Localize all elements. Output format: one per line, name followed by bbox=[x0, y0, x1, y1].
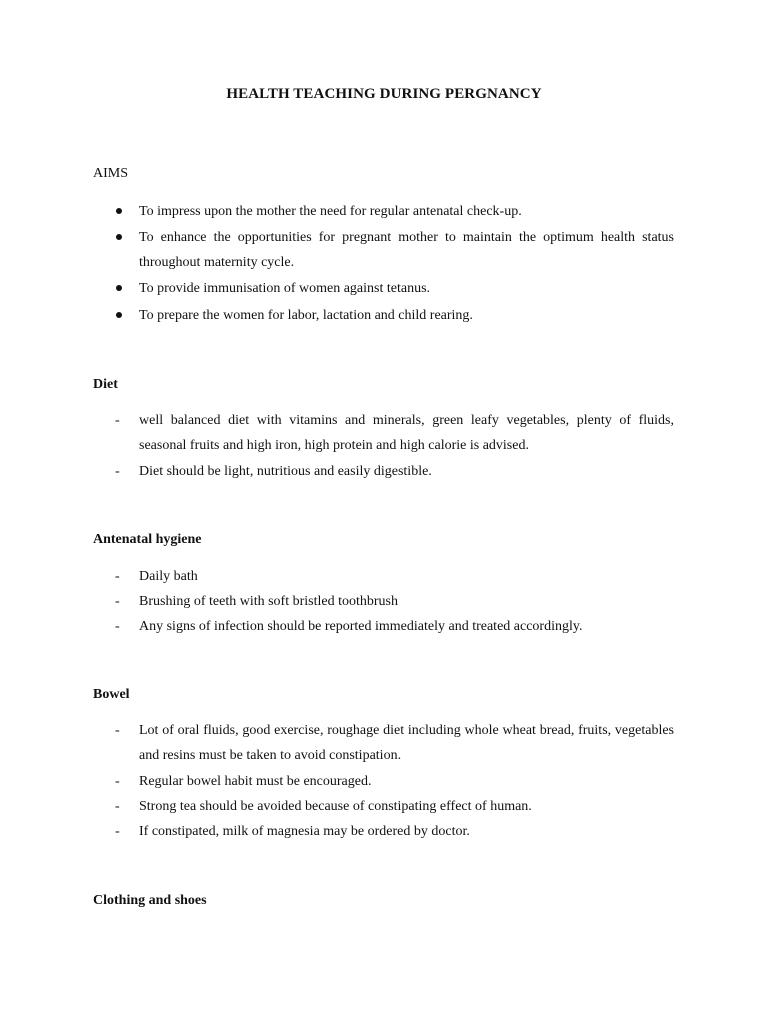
dash-marker: - bbox=[115, 464, 120, 479]
hygiene-list-item bbox=[114, 614, 674, 639]
document-title: HEALTH TEACHING DURING PERGNANCY bbox=[226, 86, 542, 102]
diet-item-text: well balanced diet with vitamins and minerals, green leafy vegetables, plenty of fluids, seasonal fruits and high iron, high protein and high calorie is advised. bbox=[139, 413, 674, 453]
hygiene-list-item bbox=[114, 589, 674, 614]
hygiene-item-text: Brushing of teeth with soft bristled toothbrush bbox=[139, 594, 398, 609]
aims-list-item bbox=[114, 276, 674, 301]
section-heading-clothing: Clothing and shoes bbox=[93, 893, 207, 908]
diet-item-text: Diet should be light, nutritious and easily digestible. bbox=[139, 464, 432, 479]
section-heading-aims: AIMS bbox=[93, 166, 129, 181]
bowel-list-item bbox=[114, 718, 674, 768]
dash-marker: - bbox=[115, 723, 120, 738]
bowel-list-item bbox=[114, 794, 674, 819]
dash-marker: - bbox=[115, 594, 120, 609]
aims-list-item bbox=[114, 225, 674, 275]
dash-marker: - bbox=[115, 413, 120, 428]
section-heading-diet: Diet bbox=[93, 377, 118, 392]
dash-marker: - bbox=[115, 569, 120, 584]
aims-item-text: To provide immunisation of women against tetanus. bbox=[139, 281, 431, 296]
bowel-item-text: Strong tea should be avoided because of constipating effect of human. bbox=[139, 799, 532, 814]
hygiene-list-item bbox=[114, 564, 674, 589]
hygiene-item-text: Daily bath bbox=[139, 569, 198, 584]
dash-marker: - bbox=[115, 774, 120, 789]
dash-marker: - bbox=[115, 799, 120, 814]
dash-marker: - bbox=[115, 619, 120, 634]
diet-list-item bbox=[114, 408, 674, 458]
bowel-list-item bbox=[114, 769, 674, 794]
section-heading-bowel: Bowel bbox=[93, 687, 130, 702]
aims-item-text: To prepare the women for labor, lactation and child rearing. bbox=[139, 308, 473, 323]
aims-list-item bbox=[114, 199, 674, 224]
bowel-item-text: Lot of oral fluids, good exercise, roughage diet including whole wheat bread, fruits, vegetables and resins must be taken to avoid constipation. bbox=[139, 723, 674, 763]
aims-item-text: To enhance the opportunities for pregnant mother to maintain the optimum health status throughout maternity cycle. bbox=[139, 230, 674, 270]
aims-list-item bbox=[114, 303, 674, 328]
section-heading-hygiene: Antenatal hygiene bbox=[93, 532, 202, 547]
bowel-list-item bbox=[114, 819, 674, 844]
dash-marker: - bbox=[115, 824, 120, 839]
diet-list-item bbox=[114, 459, 674, 484]
bowel-item-text: Regular bowel habit must be encouraged. bbox=[139, 774, 372, 789]
aims-item-text: To impress upon the mother the need for regular antenatal check-up. bbox=[139, 204, 522, 219]
bowel-item-text: If constipated, milk of magnesia may be ordered by doctor. bbox=[139, 824, 470, 839]
hygiene-item-text: Any signs of infection should be reported immediately and treated accordingly. bbox=[139, 619, 583, 634]
